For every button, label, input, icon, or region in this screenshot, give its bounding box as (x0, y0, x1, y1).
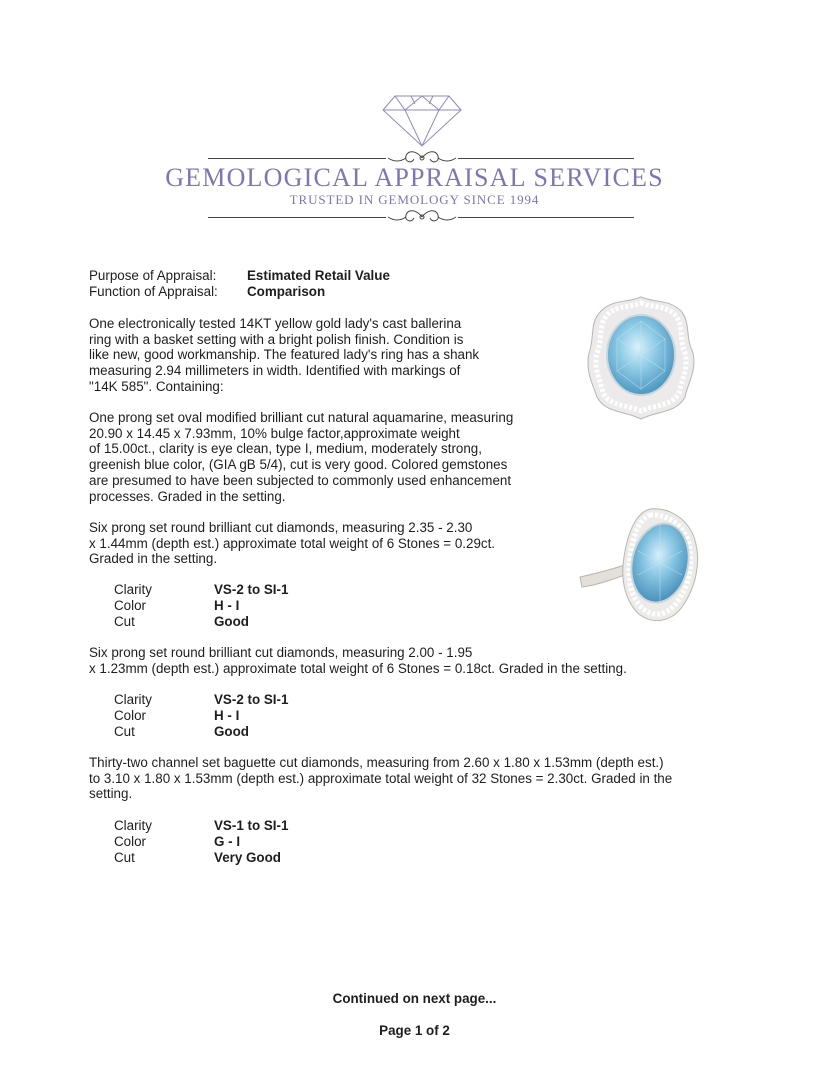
diamond-group-3-clarity: VS-1 to SI-1 (214, 818, 289, 833)
diamond-group-2-clarity-label: Clarity (114, 692, 152, 707)
diamond-group-2-cut: Good (214, 724, 249, 739)
diamond-group-1-color-label: Color (114, 598, 146, 613)
company-tagline: TRUSTED IN GEMOLOGY SINCE 1994 (289, 192, 540, 207)
diamond-group-2-description: Six prong set round brilliant cut diamonds, measuring 2.00 - 1.95 x 1.23mm (depth est.) approximate total weight of 6 Stones = 0.18ct. Graded in the setting. (89, 645, 627, 676)
diamond-group-3-description: Thirty-two channel set baguette cut diamonds, measuring from 2.60 x 1.80 x 1.53mm (depth est.) to 3.10 x 1.80 x 1.53mm (depth est.) approximate total weight of 32 Stones = 2.30ct. Graded in the setting. (89, 755, 673, 802)
flourish-bottom-icon (382, 207, 462, 227)
diamond-group-3-cut: Very Good (214, 850, 281, 865)
header-rule-bottom-left (208, 217, 386, 218)
diamond-group-3-cut-label: Cut (114, 850, 135, 865)
continued-notice: Continued on next page... (332, 991, 497, 1006)
ring-description: One electronically tested 14KT yellow gold lady's cast ballerina ring with a basket setting with a bright polish finish. Condition is like new, good workmanship. The featured lady's ring has a shank measuring 2.94 millimeters in width. Identified with markings of "14K 585". Containing: (89, 316, 480, 394)
function-value: Comparison (247, 284, 326, 299)
header-rule-top-right (458, 158, 634, 159)
ring-top-view-photo (585, 293, 697, 423)
diamond-group-2-color-label: Color (114, 708, 146, 723)
diamond-group-1-description: Six prong set round brilliant cut diamonds, measuring 2.35 - 2.30 x 1.44mm (depth est.) approximate total weight of 6 Stones = 0.29ct. Graded in the setting. (89, 520, 496, 567)
diamond-group-1-cut-label: Cut (114, 614, 135, 629)
header-rule-bottom-right (458, 217, 634, 218)
diamond-group-1-clarity-label: Clarity (114, 582, 152, 597)
diamond-group-3-clarity-label: Clarity (114, 818, 152, 833)
header-rule-top-left (208, 158, 386, 159)
diamond-group-3-color: G - I (214, 834, 241, 849)
diamond-group-3-color-label: Color (114, 834, 146, 849)
diamond-group-2-cut-label: Cut (114, 724, 135, 739)
function-label: Function of Appraisal: (89, 284, 218, 299)
diamond-logo-icon (381, 92, 463, 148)
diamond-group-2-clarity: VS-2 to SI-1 (214, 692, 289, 707)
diamond-group-2-color: H - I (214, 708, 240, 723)
diamond-group-1-clarity: VS-2 to SI-1 (214, 582, 289, 597)
diamond-group-1-color: H - I (214, 598, 240, 613)
page-number: Page 1 of 2 (379, 1023, 450, 1038)
purpose-label: Purpose of Appraisal: (89, 268, 217, 283)
diamond-group-1-cut: Good (214, 614, 249, 629)
purpose-value: Estimated Retail Value (247, 268, 390, 283)
company-name: GEMOLOGICAL APPRAISAL SERVICES (165, 163, 664, 192)
aquamarine-description: One prong set oval modified brilliant cut natural aquamarine, measuring 20.90 x 14.45 x 7.93mm, 10% bulge factor,approximate weight of 15.00ct., clarity is eye clean, type I, medium, moderately strong, greenish blue color, (GIA gB 5/4), cut is very good. Colored gemstones are presumed to have been subjected to commonly used enhancement processes. Graded in the setting. (89, 410, 514, 504)
ring-side-view-photo (578, 503, 700, 627)
